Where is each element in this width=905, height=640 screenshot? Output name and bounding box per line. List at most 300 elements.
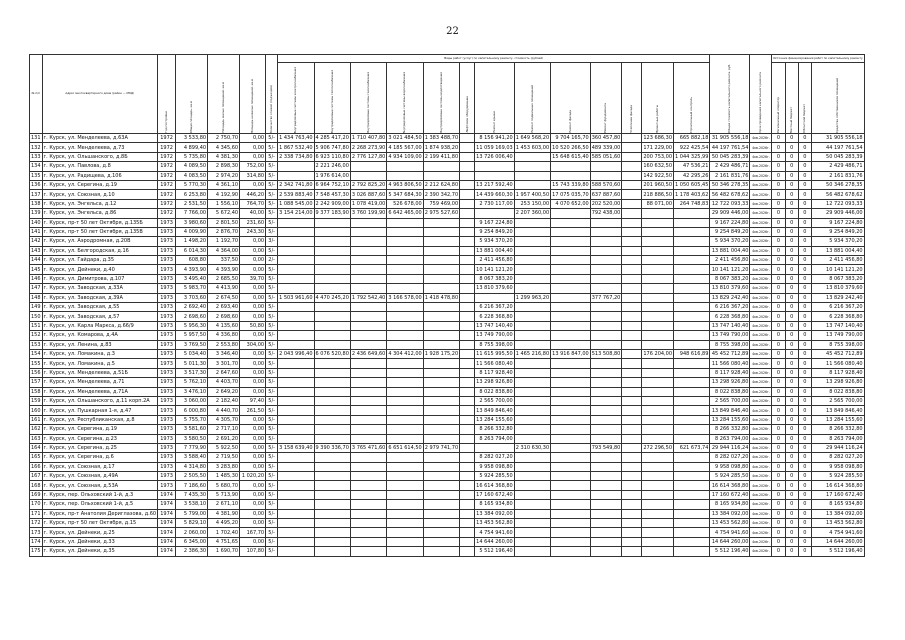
cell-lift xyxy=(460,152,475,161)
cell-lift xyxy=(460,472,475,481)
cell-total: 3 769,50 xyxy=(176,340,208,349)
cell-term: 4кв.2026г. xyxy=(750,321,772,330)
cell-cost: 2 565 700,00 xyxy=(710,396,750,405)
cell-basement xyxy=(514,331,550,340)
cell-year: 1972 xyxy=(158,143,176,152)
cell-n: 131 xyxy=(31,135,41,142)
cell-nonliving: 107,80 xyxy=(240,547,266,556)
cell-addr: г. Курск, ул. Менделеева, д.73 xyxy=(42,143,158,152)
cell-found xyxy=(590,434,622,443)
table-row xyxy=(30,500,865,509)
cell-elec xyxy=(278,425,314,434)
cell-cost: 13 298 926,80 xyxy=(711,379,749,386)
cell-total: 1 498,20 xyxy=(176,237,208,246)
cell-year: 1973 xyxy=(158,303,176,312)
cell-living: 4 440,70 xyxy=(208,406,240,415)
cell-n: 133 xyxy=(31,153,41,160)
cell-obl: 0 xyxy=(798,443,811,452)
cell-insul xyxy=(622,284,642,293)
cell-heat xyxy=(314,453,350,462)
cell-water xyxy=(387,425,423,434)
cell-heat xyxy=(314,519,350,528)
cell-nonliving: 231,60 xyxy=(240,218,266,227)
cell-facade xyxy=(551,509,591,518)
header-col-label: Утепление фасада xyxy=(629,105,634,133)
cell-heat: 9 390 336,70 xyxy=(315,445,349,452)
cell-heat: 2 242 909,00 xyxy=(315,200,349,207)
cell-living: 4 413,90 xyxy=(208,284,240,293)
cell-loc: 0 xyxy=(785,368,798,377)
cell-control xyxy=(674,415,710,424)
cell-own: 13 849 846,40 xyxy=(811,406,864,415)
cell-loc: 0 xyxy=(785,180,798,189)
cell-basement xyxy=(514,378,550,387)
cell-addr: г. Курск, ул. Серегина, д.6 xyxy=(42,453,158,462)
cell-year: 1972 xyxy=(158,209,176,218)
cell-basement xyxy=(514,406,550,415)
cell-roof: 2 565 700,00 xyxy=(475,396,515,405)
header-col-label: Ремонт подвальных помещений xyxy=(529,85,534,133)
cell-floors: 5/- xyxy=(266,171,278,180)
cell-water xyxy=(387,453,423,462)
header-address: Адрес многоквартирного дома (район — МКД) xyxy=(42,55,158,134)
cell-control: 1 178 403,62 xyxy=(675,191,709,198)
cell-roof: 13 881 004,40 xyxy=(476,247,513,254)
cell-heat xyxy=(314,500,350,509)
cell-facade xyxy=(551,218,591,227)
header-col-label: Внутридомовые системы электроснабжения xyxy=(293,66,298,133)
cell-own: 8 266 332,80 xyxy=(811,425,864,434)
cell-obl: 0 xyxy=(798,143,811,152)
cell-roof: 8 156 941,20 xyxy=(475,134,515,143)
cell-addr: г. Курск, ул. Серегина, д.19 xyxy=(42,180,158,189)
cell-floors: 5/- xyxy=(266,152,278,161)
cell-control xyxy=(674,359,710,368)
header-col-15 xyxy=(622,63,642,134)
cell-total: 3 588,40 xyxy=(176,453,208,462)
cell-design: 123 686,30 xyxy=(643,135,673,142)
cell-gas: 3 765 471,60 xyxy=(351,445,386,452)
cell-facade xyxy=(551,293,591,302)
cell-reg: 0 xyxy=(772,303,785,312)
cell-nonliving: 0,00 xyxy=(240,462,266,471)
cell-sewer xyxy=(423,547,459,556)
cell-n: 153 xyxy=(31,341,41,348)
cell-cost: 16 614 368,80 xyxy=(711,482,749,489)
cell-obl: 0 xyxy=(798,190,811,199)
cell-sewer xyxy=(423,321,459,330)
cell-total: 6 253,80 xyxy=(176,190,208,199)
cell-heat xyxy=(314,303,350,312)
cell-addr: г. Курск, ул. Заводская, д.57 xyxy=(42,312,158,321)
cell-control: 922 425,54 xyxy=(674,143,710,152)
cell-elec xyxy=(278,481,314,490)
cell-obl: 0 xyxy=(798,415,811,424)
cell-floors: 2/- xyxy=(266,256,278,265)
cell-sewer xyxy=(423,340,459,349)
cell-own: 13 881 004,40 xyxy=(811,246,864,255)
header-col-22 xyxy=(798,63,811,134)
cell-floors: 5/- xyxy=(266,227,278,236)
cell-living: 4 751,65 xyxy=(208,537,240,546)
cell-addr: г. Курск, ул. Радищева, д.106 xyxy=(42,171,158,180)
cell-n: 144 xyxy=(31,257,41,264)
cell-living: 4 495,20 xyxy=(208,519,240,528)
cell-found xyxy=(590,547,622,556)
cell-basement: 1 957 400,50 xyxy=(515,191,550,198)
cell-nonliving: 0,00 xyxy=(240,284,266,293)
cell-design xyxy=(642,218,674,227)
cell-lift xyxy=(460,349,475,358)
table-row xyxy=(30,472,865,481)
header-col-14 xyxy=(590,63,622,134)
cell-elec xyxy=(278,434,314,443)
cell-control: 1 050 605,45 xyxy=(675,182,709,189)
header-col-18 xyxy=(710,55,750,134)
cell-basement xyxy=(514,303,550,312)
cell-control xyxy=(674,331,710,340)
cell-cost: 31 905 556,18 xyxy=(711,135,749,142)
cell-basement xyxy=(514,152,550,161)
cell-roof: 10 141 121,20 xyxy=(476,266,513,273)
cell-gas xyxy=(350,378,386,387)
cell-lift xyxy=(460,199,475,208)
cell-term: 4кв.2026г. xyxy=(750,218,772,227)
cell-total: 3 581,60 xyxy=(176,425,208,434)
cell-lift xyxy=(460,528,475,537)
cell-roof: 5 934 370,20 xyxy=(475,237,515,246)
cell-living: 2 647,60 xyxy=(208,368,240,377)
cell-heat xyxy=(314,481,350,490)
cell-design xyxy=(642,227,674,236)
cell-lift xyxy=(460,462,475,471)
cell-addr: г. Курск, ул. Димитрова, д.107 xyxy=(42,274,158,283)
header-finance-group: Источник финансирования работ по капитальному ремонту xyxy=(772,55,864,63)
cell-basement xyxy=(514,284,550,293)
cell-sewer: 2 199 411,80 xyxy=(424,153,459,160)
cell-facade xyxy=(551,171,591,180)
cell-control xyxy=(674,312,710,321)
cell-roof: 16 614 368,80 xyxy=(476,482,513,489)
cell-found xyxy=(590,246,622,255)
table-row xyxy=(30,209,865,218)
cell-loc: 0 xyxy=(785,340,798,349)
cell-water xyxy=(387,331,423,340)
cell-loc: 0 xyxy=(785,481,798,490)
cell-basement xyxy=(514,359,550,368)
cell-elec xyxy=(278,171,314,180)
cell-found xyxy=(590,303,622,312)
cell-cost: 50 045 283,39 xyxy=(711,153,749,160)
cell-found xyxy=(590,368,622,377)
cell-reg: 0 xyxy=(772,284,785,293)
cell-basement xyxy=(514,237,550,246)
cell-found xyxy=(590,378,622,387)
cell-total: 6 000,80 xyxy=(176,406,208,415)
cell-water xyxy=(387,284,423,293)
cell-total: 5 762,10 xyxy=(176,378,208,387)
cell-own: 4 754 941,60 xyxy=(811,528,864,537)
cell-cost: 8 266 332,80 xyxy=(710,425,750,434)
cell-design xyxy=(642,340,674,349)
cell-reg: 0 xyxy=(772,321,785,330)
cell-found xyxy=(590,490,622,499)
cell-obl: 0 xyxy=(798,171,811,180)
cell-insul xyxy=(622,331,642,340)
cell-nonliving: 752,00 xyxy=(240,162,266,171)
cell-own: 29 909 446,00 xyxy=(811,209,864,218)
cell-elec xyxy=(278,256,314,265)
cell-term: 4кв.2026г. xyxy=(750,359,772,368)
cell-basement xyxy=(514,340,550,349)
header-col-label: Областной бюджет xyxy=(802,104,807,133)
cell-insul xyxy=(622,180,642,189)
cell-elec: 1 867 532,40 xyxy=(279,144,313,151)
cell-cost: 13 284 155,60 xyxy=(711,416,749,423)
cell-basement xyxy=(514,227,550,236)
cell-facade xyxy=(551,453,591,462)
cell-loc: 0 xyxy=(785,406,798,415)
cell-heat xyxy=(314,425,350,434)
cell-insul xyxy=(622,199,642,208)
cell-sewer xyxy=(423,490,459,499)
cell-cost: 8 067 383,20 xyxy=(710,274,750,283)
cell-basement: 1 649 568,20 xyxy=(515,135,550,142)
cell-lift xyxy=(460,293,475,302)
cell-roof: 9 254 849,20 xyxy=(475,227,515,236)
cell-control xyxy=(674,284,710,293)
cell-roof: 9 167 224,80 xyxy=(475,218,515,227)
cell-roof: 13 217 592,40 xyxy=(476,182,513,189)
cell-found xyxy=(590,481,622,490)
cell-insul xyxy=(622,368,642,377)
cell-insul xyxy=(622,321,642,330)
cell-design xyxy=(642,453,674,462)
cell-control xyxy=(674,425,710,434)
cell-facade xyxy=(551,359,591,368)
cell-year: 1973 xyxy=(158,218,176,227)
cell-nonliving: 0,00 xyxy=(240,303,266,312)
cell-design xyxy=(642,537,674,546)
cell-nonliving: 0,00 xyxy=(240,265,266,274)
cell-own: 9 254 849,20 xyxy=(811,227,864,236)
cell-reg: 0 xyxy=(772,293,785,302)
cell-facade xyxy=(551,303,591,312)
cell-sewer xyxy=(423,378,459,387)
cell-sewer: 759 469,00 xyxy=(423,199,459,208)
cell-facade xyxy=(551,209,591,218)
cell-basement: 2 310 630,30 xyxy=(515,445,550,452)
table-row xyxy=(30,162,865,171)
cell-loc: 0 xyxy=(785,227,798,236)
cell-year: 1973 xyxy=(158,396,176,405)
cell-gas xyxy=(350,509,386,518)
cell-control xyxy=(674,406,710,415)
cell-loc: 0 xyxy=(785,537,798,546)
cell-addr: г. Курск, ул. Аэродромная, д.20В xyxy=(42,237,158,246)
cell-total: 5 770,30 xyxy=(176,180,208,189)
cell-total: 3 703,60 xyxy=(176,293,208,302)
cell-lift xyxy=(460,387,475,396)
cell-lift xyxy=(460,359,475,368)
cell-floors: 5/- xyxy=(266,547,278,556)
cell-addr: г. Курск, ул. Серегина, д.19 xyxy=(42,425,158,434)
cell-roof: 14 439 660,30 xyxy=(476,191,513,198)
cell-obl: 0 xyxy=(798,359,811,368)
cell-heat xyxy=(314,490,350,499)
table-row xyxy=(30,490,865,499)
cell-cost: 8 165 934,80 xyxy=(710,500,750,509)
cell-reg: 0 xyxy=(772,415,785,424)
header-col-label: Ремонт фасада xyxy=(567,110,572,133)
cell-floors: 5/- xyxy=(266,190,278,199)
repair-register-table xyxy=(29,54,865,557)
cell-cost: 8 117 928,40 xyxy=(710,368,750,377)
cell-own: 56 482 678,62 xyxy=(811,190,864,199)
cell-obl: 0 xyxy=(798,537,811,546)
cell-n: 162 xyxy=(31,426,41,433)
cell-nonliving: 0,00 xyxy=(240,434,266,443)
cell-n: 174 xyxy=(31,538,41,545)
cell-cost: 2 161 831,76 xyxy=(710,171,750,180)
cell-found xyxy=(590,425,622,434)
cell-addr: г. Курск, пер. Ольховский 1-й, д.5 xyxy=(42,500,158,509)
table-row xyxy=(30,246,865,255)
cell-n: 135 xyxy=(31,172,41,179)
table-row xyxy=(30,321,865,330)
cell-facade xyxy=(551,415,591,424)
cell-sewer: 1 928 175,20 xyxy=(424,351,459,358)
cell-n: 146 xyxy=(31,276,41,283)
cell-water xyxy=(387,321,423,330)
cell-lift xyxy=(460,396,475,405)
cell-floors: 5/- xyxy=(266,481,278,490)
cell-obl: 0 xyxy=(798,406,811,415)
cell-addr: г. Курск, ул. Ломакина, д.5 xyxy=(42,359,158,368)
cell-found xyxy=(590,227,622,236)
cell-lift xyxy=(460,547,475,556)
table-row xyxy=(30,152,865,161)
cell-cost: 45 452 712,89 xyxy=(711,351,749,358)
cell-nonliving: 764,70 xyxy=(240,199,266,208)
cell-year: 1973 xyxy=(158,359,176,368)
header-col-label: Внутридомовые системы теплоснабжения xyxy=(329,69,334,133)
cell-floors: 5/- xyxy=(266,218,278,227)
cell-cost: 6 216 367,20 xyxy=(710,303,750,312)
cell-obl: 0 xyxy=(798,509,811,518)
cell-facade xyxy=(551,547,591,556)
cell-lift xyxy=(460,415,475,424)
cell-found xyxy=(590,312,622,321)
cell-basement xyxy=(514,509,550,518)
table-row xyxy=(30,453,865,462)
cell-nonliving: 0,00 xyxy=(240,134,266,143)
cell-control xyxy=(674,462,710,471)
cell-control xyxy=(674,274,710,283)
cell-living: 4 135,60 xyxy=(208,321,240,330)
cell-found xyxy=(590,462,622,471)
cell-living: 3 301,70 xyxy=(208,359,240,368)
cell-own: 5 512 196,40 xyxy=(811,547,864,556)
cell-design xyxy=(642,425,674,434)
cell-gas xyxy=(350,528,386,537)
cell-heat xyxy=(314,237,350,246)
cell-control xyxy=(674,209,710,218)
cell-insul xyxy=(622,443,642,452)
cell-loc: 0 xyxy=(785,500,798,509)
cell-year: 1973 xyxy=(158,331,176,340)
cell-addr: г. Курск, ул. Энгельса, д.12 xyxy=(42,199,158,208)
cell-design xyxy=(642,368,674,377)
cell-term: 4кв.2026г. xyxy=(750,349,772,358)
cell-design xyxy=(642,528,674,537)
cell-roof: 8 117 928,40 xyxy=(475,368,515,377)
cell-heat xyxy=(314,246,350,255)
header-col-label: Средства собственников помещений xyxy=(835,78,840,133)
cell-water xyxy=(387,462,423,471)
cell-roof: 9 958 098,80 xyxy=(475,462,515,471)
cell-cost: 13 384 092,00 xyxy=(711,510,749,517)
cell-found: 585 051,60 xyxy=(591,153,621,160)
cell-total: 5 956,30 xyxy=(176,321,208,330)
header-col-label: Ремонт фундамента xyxy=(603,102,608,133)
cell-total: 4 083,50 xyxy=(176,171,208,180)
cell-water xyxy=(387,171,423,180)
cell-year: 1972 xyxy=(158,134,176,143)
cell-gas xyxy=(350,340,386,349)
cell-lift xyxy=(460,227,475,236)
cell-water xyxy=(387,368,423,377)
cell-roof: 13 849 846,40 xyxy=(476,407,513,414)
cell-lift xyxy=(460,340,475,349)
cell-own: 13 384 092,00 xyxy=(811,509,864,518)
cell-term: 4кв.2026г. xyxy=(750,462,772,471)
cell-term: 4кв.2026г. xyxy=(750,453,772,462)
cell-water xyxy=(387,472,423,481)
cell-found xyxy=(590,472,622,481)
cell-nonliving: 0,00 xyxy=(240,152,266,161)
cell-reg: 0 xyxy=(772,340,785,349)
cell-nonliving: 1 020,20 xyxy=(240,472,266,481)
cell-cost: 29 944 116,24 xyxy=(711,445,749,452)
cell-elec xyxy=(278,500,314,509)
cell-own: 44 197 761,54 xyxy=(811,143,864,152)
cell-n: 165 xyxy=(31,454,41,461)
cell-insul xyxy=(622,134,642,143)
cell-loc: 0 xyxy=(785,434,798,443)
cell-total: 4 393,90 xyxy=(176,265,208,274)
cell-design xyxy=(642,209,674,218)
cell-control xyxy=(674,396,710,405)
header-col-label: Площадь нежилых помещений, кв.м xyxy=(250,78,254,133)
cell-obl: 0 xyxy=(798,227,811,236)
cell-addr: г. Курск, ул. Менделеева, д.71 xyxy=(42,378,158,387)
cell-facade xyxy=(551,396,591,405)
cell-total: 5 735,80 xyxy=(176,152,208,161)
cell-addr: г. Курск, ул. Дейнеки, д.25 xyxy=(42,528,158,537)
cell-water xyxy=(387,256,423,265)
cell-basement xyxy=(514,274,550,283)
cell-cost: 13 810 379,60 xyxy=(711,285,749,292)
cell-nonliving: 0,00 xyxy=(240,349,266,358)
cell-facade xyxy=(551,246,591,255)
cell-found xyxy=(590,265,622,274)
header-col-3 xyxy=(240,55,266,134)
cell-own: 29 944 116,24 xyxy=(811,443,864,452)
cell-design xyxy=(642,434,674,443)
cell-water xyxy=(387,415,423,424)
cell-total: 5 983,70 xyxy=(176,284,208,293)
